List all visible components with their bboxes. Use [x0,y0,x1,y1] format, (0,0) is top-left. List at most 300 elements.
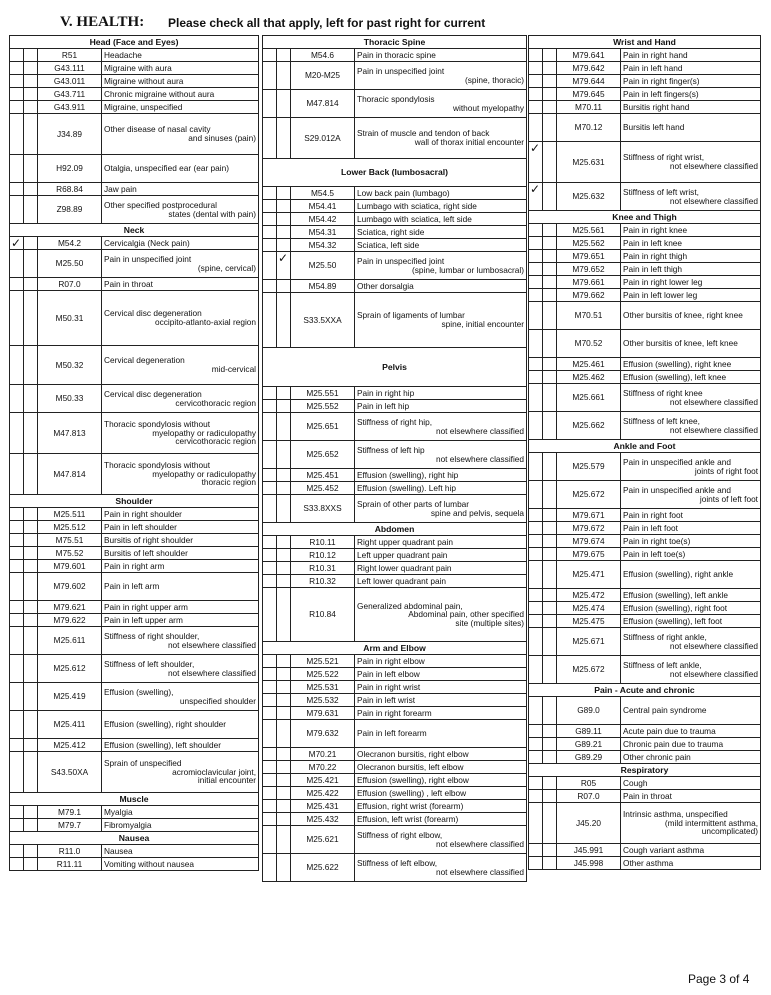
current-checkbox[interactable] [543,803,557,844]
past-checkbox[interactable] [529,276,543,289]
past-checkbox[interactable] [529,548,543,561]
current-checkbox[interactable] [543,628,557,656]
current-checkbox[interactable] [277,187,291,200]
past-checkbox[interactable] [529,384,543,412]
current-checkbox[interactable] [24,560,38,573]
diagnosis-code: M25.622 [291,854,355,882]
current-checkbox[interactable] [543,101,557,114]
current-checkbox[interactable] [24,62,38,75]
current-checkbox[interactable] [24,858,38,871]
table-row [263,774,527,787]
current-checkbox[interactable] [277,536,291,549]
past-checkbox[interactable] [263,787,277,800]
diagnosis-description [102,683,259,711]
current-checkbox[interactable] [543,561,557,589]
past-checkbox[interactable] [529,224,543,237]
description-line: not elsewhere classified [669,195,758,206]
current-checkbox[interactable] [543,289,557,302]
current-checkbox[interactable] [277,469,291,482]
diagnosis-description [355,588,527,642]
diagnosis-code: M75.52 [38,547,102,560]
current-checkbox[interactable] [277,200,291,213]
past-checkbox[interactable] [10,683,24,711]
current-checkbox[interactable] [24,75,38,88]
current-checkbox[interactable] [277,293,291,348]
current-checkbox[interactable] [24,346,38,385]
description-line: Sciatica, right side [357,226,425,237]
past-checkbox[interactable] [529,62,543,75]
past-checkbox[interactable] [529,844,543,857]
past-checkbox[interactable] [263,588,277,642]
table-row [529,857,761,870]
current-checkbox[interactable] [24,711,38,739]
past-checkbox[interactable] [263,495,277,523]
description-line: Stiffness of left hip [357,444,425,455]
diagnosis-code: M79.601 [38,560,102,573]
past-checkbox[interactable] [10,819,24,832]
past-checkbox[interactable] [10,739,24,752]
diagnosis-code: M25.579 [557,453,621,481]
current-checkbox[interactable] [24,683,38,711]
past-checkbox[interactable] [263,761,277,774]
past-checkbox[interactable] [529,101,543,114]
past-checkbox[interactable] [263,826,277,854]
current-checkbox[interactable] [24,278,38,291]
past-checkbox[interactable] [10,385,24,413]
past-checkbox[interactable] [10,278,24,291]
current-checkbox[interactable] [543,183,557,211]
table-row [529,602,761,615]
current-checkbox[interactable] [543,777,557,790]
past-checkbox[interactable] [529,777,543,790]
past-checkbox[interactable] [529,481,543,509]
past-checkbox[interactable] [529,615,543,628]
past-checkbox[interactable] [529,250,543,263]
table-row [263,588,527,642]
past-checkbox[interactable] [529,725,543,738]
current-checkbox[interactable] [277,761,291,774]
current-checkbox[interactable] [543,725,557,738]
diagnosis-code: G43.911 [38,101,102,114]
diagnosis-code: R10.31 [291,562,355,575]
past-checkbox[interactable] [10,346,24,385]
diagnosis-description [621,289,761,302]
past-checkbox[interactable] [10,101,24,114]
past-checkbox[interactable] [10,560,24,573]
current-checkbox[interactable] [543,250,557,263]
past-checkbox[interactable] [263,469,277,482]
current-checkbox[interactable] [277,549,291,562]
past-checkbox[interactable] [529,751,543,764]
current-checkbox[interactable] [277,707,291,720]
past-checkbox[interactable] [529,358,543,371]
current-checkbox[interactable] [543,75,557,88]
current-checkbox[interactable] [24,573,38,601]
past-checkbox[interactable] [529,857,543,870]
current-checkbox[interactable] [24,752,38,793]
past-checkbox[interactable] [10,114,24,155]
past-checkbox[interactable] [10,711,24,739]
current-checkbox[interactable] [277,118,291,159]
description-line: Cervicalgia (Neck pain) [104,237,190,248]
diagnosis-description [621,330,761,358]
current-checkbox[interactable] [24,88,38,101]
past-checkbox[interactable] [10,183,24,196]
past-checkbox[interactable] [10,237,24,250]
current-checkbox[interactable] [277,387,291,400]
past-checkbox[interactable] [263,854,277,882]
past-checkbox[interactable] [529,49,543,62]
diagnosis-description [102,560,259,573]
current-checkbox[interactable] [277,441,291,469]
diagnosis-code: J45.20 [557,803,621,844]
description-line: Otalgia, unspecified ear (ear pain) [104,163,229,174]
diagnosis-code: G89.0 [557,697,621,725]
current-checkbox[interactable] [24,49,38,62]
current-checkbox[interactable] [24,114,38,155]
description-line: Pain in throat [104,278,153,289]
past-checkbox[interactable] [10,413,24,454]
current-checkbox[interactable] [543,371,557,384]
past-checkbox[interactable] [263,562,277,575]
past-checkbox[interactable] [263,62,277,90]
current-checkbox[interactable] [277,774,291,787]
current-checkbox[interactable] [24,547,38,560]
current-checkbox[interactable] [277,482,291,495]
past-checkbox[interactable] [263,482,277,495]
description-line: Pain in right finger(s) [623,75,700,86]
past-checkbox[interactable] [263,413,277,441]
table-row [529,412,761,440]
description-line: Low back pain (lumbago) [357,187,450,198]
current-checkbox[interactable] [543,330,557,358]
current-checkbox[interactable] [543,857,557,870]
past-checkbox[interactable] [263,441,277,469]
current-checkbox[interactable] [543,697,557,725]
table-row [529,453,761,481]
description-line: and sinuses (pain) [188,133,257,143]
current-checkbox[interactable] [24,655,38,683]
past-checkbox[interactable] [10,547,24,560]
current-checkbox[interactable] [543,738,557,751]
diagnosis-description [355,200,527,213]
description-line: (mild intermittent asthma, [664,817,758,828]
current-checkbox[interactable] [24,385,38,413]
diagnosis-description [621,615,761,628]
current-checkbox[interactable] [277,400,291,413]
current-checkbox[interactable] [24,454,38,495]
past-checkbox[interactable] [529,738,543,751]
diagnosis-code: M25.511 [38,508,102,521]
past-checkbox[interactable] [529,237,543,250]
past-checkbox[interactable] [263,813,277,826]
past-checkbox[interactable] [10,62,24,75]
section-heading: Lower Back (lumbosacral) [263,159,527,187]
current-checkbox[interactable] [277,826,291,854]
current-checkbox[interactable] [543,615,557,628]
current-checkbox[interactable] [543,535,557,548]
current-checkbox[interactable] [277,681,291,694]
table-row [10,508,259,521]
table-row [263,387,527,400]
current-checkbox[interactable] [543,263,557,276]
past-checkbox[interactable] [263,90,277,118]
current-checkbox[interactable] [277,495,291,523]
current-checkbox[interactable] [277,800,291,813]
past-checkbox[interactable] [529,589,543,602]
past-checkbox[interactable] [529,330,543,358]
current-checkbox[interactable] [543,602,557,615]
current-checkbox[interactable] [543,790,557,803]
current-checkbox[interactable] [543,276,557,289]
past-checkbox[interactable] [263,694,277,707]
current-checkbox[interactable] [24,291,38,346]
past-checkbox[interactable] [10,845,24,858]
current-checkbox[interactable] [543,509,557,522]
current-checkbox[interactable] [24,508,38,521]
current-checkbox[interactable] [277,239,291,252]
current-checkbox[interactable] [24,806,38,819]
description-line: Sprain of other parts of lumbar [357,498,470,509]
past-checkbox[interactable] [10,858,24,871]
section-heading: Shoulder [10,495,259,508]
past-checkbox[interactable] [10,196,24,224]
current-checkbox[interactable] [277,90,291,118]
current-checkbox[interactable] [543,62,557,75]
past-checkbox[interactable] [263,226,277,239]
past-checkbox[interactable] [263,720,277,748]
diagnosis-description [621,481,761,509]
current-checkbox[interactable] [543,49,557,62]
description-line: Other bursitis of knee, left knee [623,338,738,349]
past-checkbox[interactable] [529,535,543,548]
past-checkbox[interactable] [10,155,24,183]
past-checkbox[interactable] [529,88,543,101]
table-row [263,575,527,588]
table-row [529,522,761,535]
past-checkbox[interactable] [263,187,277,200]
current-checkbox[interactable] [277,562,291,575]
description-line: Effusion (swelling), right elbow [357,774,469,785]
current-checkbox[interactable] [543,88,557,101]
table-row [263,213,527,226]
past-checkbox[interactable] [529,263,543,276]
current-checkbox[interactable] [277,280,291,293]
description-line: Pain in right foot [623,509,683,520]
current-checkbox[interactable] [24,521,38,534]
current-checkbox[interactable] [277,252,291,280]
past-checkbox[interactable] [263,200,277,213]
diagnosis-code: M79.621 [38,601,102,614]
past-checkbox[interactable] [529,453,543,481]
current-checkbox[interactable] [543,481,557,509]
past-checkbox[interactable] [529,183,543,211]
current-checkbox[interactable] [24,601,38,614]
past-checkbox[interactable] [10,88,24,101]
past-checkbox[interactable] [529,656,543,684]
past-checkbox[interactable] [10,75,24,88]
past-checkbox[interactable] [529,302,543,330]
current-checkbox[interactable] [543,358,557,371]
current-checkbox[interactable] [24,739,38,752]
past-checkbox[interactable] [263,549,277,562]
current-checkbox[interactable] [24,155,38,183]
past-checkbox[interactable] [10,601,24,614]
past-checkbox[interactable] [263,536,277,549]
past-checkbox[interactable] [263,655,277,668]
description-line: Stiffness of right shoulder, [104,630,200,641]
current-checkbox[interactable] [277,62,291,90]
past-checkbox[interactable] [10,655,24,683]
current-checkbox[interactable] [543,224,557,237]
description-line: Stiffness of left elbow, [357,857,438,868]
past-checkbox[interactable] [10,49,24,62]
current-checkbox[interactable] [543,656,557,684]
table-row [263,720,527,748]
past-checkbox[interactable] [263,239,277,252]
diagnosis-code: R10.32 [291,575,355,588]
diagnosis-code: M25.422 [291,787,355,800]
current-checkbox[interactable] [24,819,38,832]
description-line: cervicothoracic region [175,397,257,408]
past-checkbox[interactable] [263,707,277,720]
current-checkbox[interactable] [277,668,291,681]
current-checkbox[interactable] [277,854,291,882]
current-checkbox[interactable] [24,413,38,454]
current-checkbox[interactable] [24,237,38,250]
current-checkbox[interactable] [277,575,291,588]
current-checkbox[interactable] [543,302,557,330]
current-checkbox[interactable] [543,384,557,412]
current-checkbox[interactable] [277,226,291,239]
column-heading: Wrist and Hand [529,36,761,49]
past-checkbox[interactable] [529,75,543,88]
current-checkbox[interactable] [277,588,291,642]
past-checkbox[interactable] [529,371,543,384]
past-checkbox[interactable] [529,522,543,535]
past-checkbox[interactable] [529,602,543,615]
past-checkbox[interactable] [10,250,24,278]
diagnosis-code: M25.612 [38,655,102,683]
past-checkbox[interactable] [263,293,277,348]
description-line: not elsewhere classified [435,866,525,877]
past-checkbox[interactable] [263,252,277,280]
past-checkbox[interactable] [10,573,24,601]
current-checkbox[interactable] [24,101,38,114]
current-checkbox[interactable] [543,844,557,857]
description-line: not elsewhere classified [669,396,758,407]
diagnosis-description [102,196,259,224]
current-checkbox[interactable] [277,655,291,668]
current-checkbox[interactable] [24,534,38,547]
past-checkbox[interactable] [263,681,277,694]
past-checkbox[interactable] [263,800,277,813]
table-row [263,694,527,707]
past-checkbox[interactable] [529,289,543,302]
past-checkbox[interactable] [529,412,543,440]
current-checkbox[interactable] [543,453,557,481]
current-checkbox[interactable] [543,751,557,764]
current-checkbox[interactable] [24,183,38,196]
past-checkbox[interactable] [263,668,277,681]
current-checkbox[interactable] [277,813,291,826]
current-checkbox[interactable] [277,787,291,800]
past-checkbox[interactable] [529,509,543,522]
past-checkbox[interactable] [263,400,277,413]
current-checkbox[interactable] [543,237,557,250]
past-checkbox[interactable] [10,521,24,534]
past-checkbox[interactable] [529,561,543,589]
current-checkbox[interactable] [277,694,291,707]
current-checkbox[interactable] [24,614,38,627]
current-checkbox[interactable] [543,589,557,602]
past-checkbox[interactable] [263,575,277,588]
past-checkbox[interactable] [529,142,543,183]
table-row [529,738,761,751]
description-line: Pain in throat [623,790,672,801]
current-checkbox[interactable] [24,196,38,224]
past-checkbox[interactable] [10,454,24,495]
current-checkbox[interactable] [543,548,557,561]
past-checkbox[interactable] [10,508,24,521]
past-checkbox[interactable] [10,806,24,819]
current-checkbox[interactable] [277,720,291,748]
past-checkbox[interactable] [10,614,24,627]
past-checkbox[interactable] [529,114,543,142]
current-checkbox[interactable] [543,114,557,142]
diagnosis-code: M79.652 [557,263,621,276]
past-checkbox[interactable] [263,387,277,400]
current-checkbox[interactable] [277,213,291,226]
past-checkbox[interactable] [263,213,277,226]
past-checkbox[interactable] [263,280,277,293]
current-checkbox[interactable] [543,142,557,183]
diagnosis-code: M25.474 [557,602,621,615]
current-checkbox[interactable] [24,845,38,858]
current-checkbox[interactable] [543,412,557,440]
column-heading: Thoracic Spine [263,36,527,49]
past-checkbox[interactable] [529,697,543,725]
current-checkbox[interactable] [277,413,291,441]
current-checkbox[interactable] [24,250,38,278]
past-checkbox[interactable] [263,748,277,761]
current-checkbox[interactable] [543,522,557,535]
table-row [263,826,527,854]
past-checkbox[interactable] [10,534,24,547]
current-checkbox[interactable] [24,627,38,655]
past-checkbox[interactable] [529,803,543,844]
past-checkbox[interactable] [263,118,277,159]
past-checkbox[interactable] [10,752,24,793]
past-checkbox[interactable] [10,627,24,655]
table-row [529,548,761,561]
description-line: Stiffness of right hip, [357,416,433,427]
past-checkbox[interactable] [10,291,24,346]
diagnosis-description [355,469,527,482]
past-checkbox[interactable] [529,628,543,656]
table-row [529,224,761,237]
description-line: wall of thorax initial encounter [414,137,525,147]
diagnosis-description [621,777,761,790]
diagnosis-description [102,508,259,521]
past-checkbox[interactable] [263,774,277,787]
diagnosis-description [355,187,527,200]
past-checkbox[interactable] [529,790,543,803]
current-checkbox[interactable] [277,49,291,62]
current-checkbox[interactable] [277,748,291,761]
table-row [529,481,761,509]
past-checkbox[interactable] [263,49,277,62]
